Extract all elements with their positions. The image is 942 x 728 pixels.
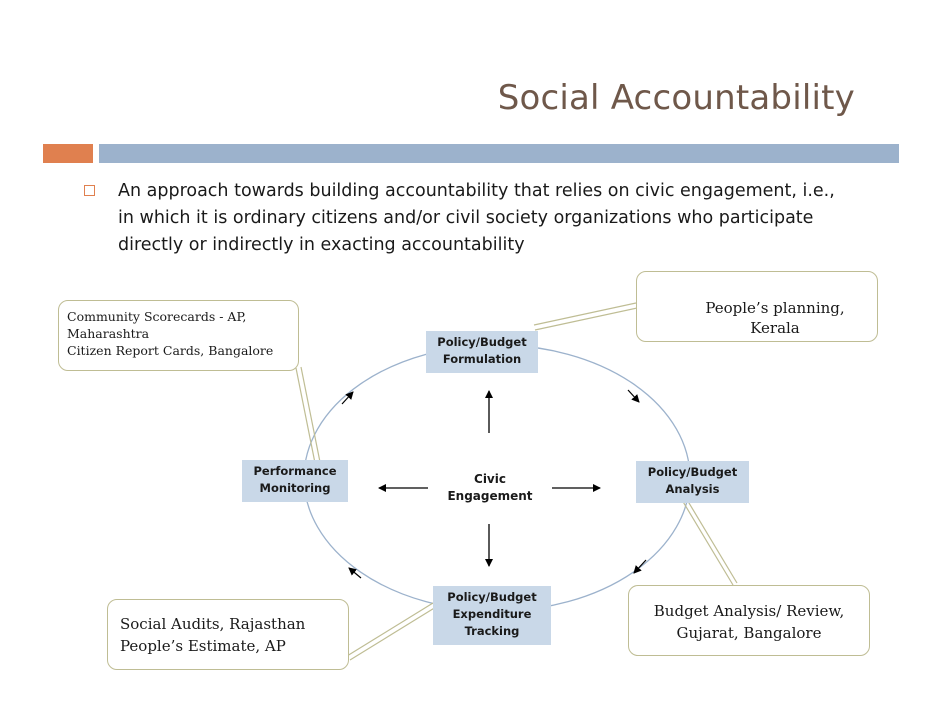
stage-performance-monitoring <box>242 460 348 502</box>
cycle-arrow-formulation-to-analysis <box>628 390 639 402</box>
stage-formulation-line2: Formulation <box>442 352 522 366</box>
example-box-monitoring <box>58 300 299 371</box>
stage-tracking-line1: Policy/Budget <box>447 590 537 604</box>
example-monitoring-line1: Community Scorecards - AP, <box>67 309 247 324</box>
example-monitoring-line3: Citizen Report Cards, Bangalore <box>67 343 274 358</box>
example-analysis-line1: Budget Analysis/ Review, <box>653 602 845 620</box>
cycle-arrow-tracking-to-monitoring <box>349 568 361 578</box>
stage-monitoring-line1: Performance <box>253 464 337 478</box>
example-box-analysis <box>628 585 870 656</box>
center-line1: Civic <box>474 472 506 486</box>
stage-policy-budget-expenditure-tracking <box>433 586 551 645</box>
example-box-tracking <box>107 599 349 670</box>
bullet-text: An approach towards building accountability that relies on civic engagement, i.e., in which it is ordinary citizens and/or civil society organizations who participate directly or indirectly in exacting accountability <box>118 181 835 255</box>
stage-analysis-line1: Policy/Budget <box>647 465 738 479</box>
stage-analysis-line2: Analysis <box>665 482 720 496</box>
center-line2: Engagement <box>447 489 533 503</box>
example-box-formulation <box>636 271 878 342</box>
stage-monitoring-line2: Monitoring <box>259 481 331 495</box>
example-formulation-line1: People’s planning, Kerala <box>705 299 845 337</box>
center-civic-engagement <box>440 471 540 505</box>
stage-policy-budget-analysis <box>636 461 749 503</box>
slide-title: Social Accountability <box>497 78 855 118</box>
stage-policy-budget-formulation <box>426 331 538 373</box>
stage-tracking-line3: Tracking <box>464 624 520 638</box>
example-tracking-line2: People’s Estimate, AP <box>120 637 286 655</box>
example-monitoring-line2: Maharashtra <box>67 326 150 341</box>
cycle-arrow-analysis-to-tracking <box>634 560 646 573</box>
example-tracking-line1: Social Audits, Rajasthan <box>120 615 306 633</box>
stage-formulation-line1: Policy/Budget <box>437 335 527 349</box>
stage-tracking-line2: Expenditure <box>452 607 532 621</box>
example-analysis-line2: Gujarat, Bangalore <box>676 624 822 642</box>
